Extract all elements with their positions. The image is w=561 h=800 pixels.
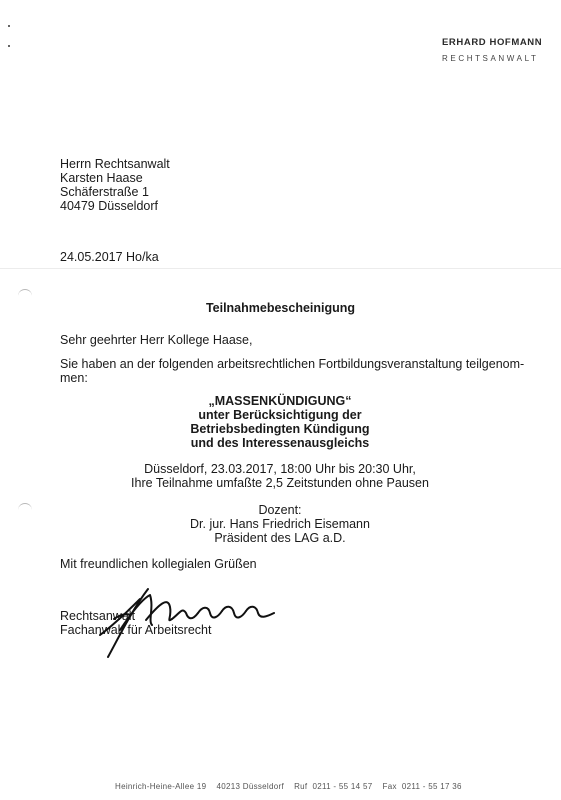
footer-city: 40213 Düsseldorf [216, 782, 284, 791]
footer-fax: Fax 0211 - 55 17 36 [382, 782, 462, 791]
event-line: und des Interessenausgleichs [190, 436, 370, 450]
lecturer-label: Dozent: [258, 503, 302, 517]
scan-speck [8, 25, 10, 27]
document-subject: Teilnahmebescheinigung [205, 301, 356, 315]
date-reference: 24.05.2017 Ho/ka [60, 250, 159, 264]
schedule-line: Düsseldorf, 23.03.2017, 18:00 Uhr bis 20:30 Uhr, [144, 462, 416, 476]
lecturer-role: Präsident des LAG a.D. [214, 531, 346, 545]
event-line: Betriebsbedingten Kündigung [190, 422, 370, 436]
letterhead-name: ERHARD HOFMANN [442, 37, 543, 48]
lecturer-block [60, 503, 500, 545]
letter-footer [115, 782, 462, 791]
event-title: „MASSENKÜNDIGUNG“ [208, 394, 352, 408]
closing: Mit freundlichen kollegialen Grüßen [60, 557, 257, 571]
footer-address: Heinrich-Heine-Allee 19 [115, 782, 207, 791]
recipient-address [60, 157, 170, 213]
event-line: unter Berücksichtigung der [198, 408, 362, 422]
punch-hole-mark [18, 503, 32, 514]
fold-line [0, 268, 561, 269]
body-line: men: [60, 371, 88, 385]
letterhead-title: RECHTSANWALT [442, 54, 539, 63]
handwritten-signature [90, 585, 290, 660]
body-text [60, 357, 524, 385]
schedule-line: Ihre Teilnahme umfaßte 2,5 Zeitstunden ohne Pausen [131, 476, 429, 490]
salutation: Sehr geehrter Herr Kollege Haase, [60, 333, 253, 347]
recipient-line: 40479 Düsseldorf [60, 199, 158, 213]
signature-role: Rechtsanwalt [60, 609, 136, 623]
lecturer-name: Dr. jur. Hans Friedrich Eisemann [190, 517, 370, 531]
signature-role: Fachanwalt für Arbeitsrecht [60, 623, 212, 637]
footer-phone: Ruf 0211 - 55 14 57 [294, 782, 373, 791]
recipient-line: Karsten Haase [60, 171, 143, 185]
scan-speck [8, 45, 10, 47]
event-block [60, 394, 500, 450]
recipient-line: Herrn Rechtsanwalt [60, 157, 170, 171]
body-line: Sie haben an der folgenden arbeitsrechtlichen Fortbildungsveranstaltung teilgenom- [60, 357, 525, 371]
recipient-line: Schäferstraße 1 [60, 185, 149, 199]
event-schedule [60, 462, 500, 490]
punch-hole-mark [18, 289, 32, 300]
